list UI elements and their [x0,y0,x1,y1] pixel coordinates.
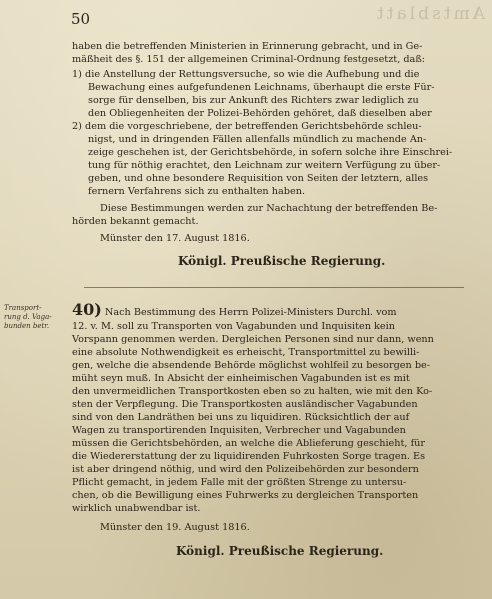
margin-note: rung d. Vaga- [4,313,52,321]
signature: Königl. Preußische Regierung. [178,254,386,268]
text-line: wirklich unabwendbar ist. [72,503,201,514]
date-line: Münster den 19. August 1816. [100,522,250,533]
text-line: Wagen zu transportirenden Inquisiten, Verbrecher und Vagabunden [72,425,406,436]
list-item-2: 2) dem die vorgeschriebene, der betreffenden Gerichtsbehörde schleu- [72,121,422,132]
text-line: tung für nöthig erachtet, den Leichnam zur weitern Verfügung zu über- [88,160,441,171]
text-line: den unvermeidlichen Transportkosten eben so zu halten, wie mit den Ko- [72,386,433,397]
margin-note: Transport- [4,304,42,312]
text-line: chen, ob die Bewilligung eines Fuhrwerks zu dergleichen Transporten [72,490,419,501]
margin-note: bunden betr. [4,322,50,330]
entry-number: 40) [72,300,102,319]
text-line: haben die betreffenden Ministerien in Erinnerung gebracht, und in Ge- [72,41,423,52]
signature: Königl. Preußische Regierung. [176,544,384,558]
text-line: hörden bekannt gemacht. [72,216,199,227]
text-line: sind von den Landräthen bei uns zu liquidiren. Rücksichtlich der auf [72,412,410,423]
text-line: eine absolute Nothwendigkeit es erheischt, Transportmittel zu bewilli- [72,347,420,358]
text-line: ist aber dringend nöthig, und wird den Polizeibehörden zur besondern [72,464,419,475]
text-line: mäßheit des §. 151 der allgemeinen Criminal-Ordnung festgesetzt, daß: [72,54,426,65]
text-line: 12. v. M. soll zu Transporten von Vagabunden und Inquisiten kein [72,321,395,332]
text-line: sten der Verpflegung. Die Transportkosten ausländischer Vagabunden [72,399,418,410]
text-line: Diese Bestimmungen werden zur Nachachtung der betreffenden Be- [100,203,438,214]
entry-heading [72,301,397,322]
bleed-through-text: Amtsblatt [373,4,485,24]
date-line: Münster den 17. August 1816. [100,233,250,244]
text-line: müssen die Gerichtsbehörden, an welche die Ablieferung geschieht, für [72,438,426,449]
list-item-1: 1) die Anstellung der Rettungsversuche, so wie die Aufhebung und die [72,69,420,80]
text-line: müht seyn muß. In Absicht der einheimischen Vagabunden ist es mit [72,373,410,384]
text-line: gen, welche die absendende Behörde möglichst wohlfeil zu besorgen be- [72,360,431,371]
text-line: nigst, und in dringenden Fällen allenfalls mündlich zu machende An- [88,134,427,145]
text-line: zeige geschehen ist, der Gerichtsbehörde, in sofern solche ihre Einschrei- [88,147,453,158]
text-line: Nach Bestimmung des Herrn Polizei-Ministers Durchl. vom [104,307,397,318]
text-line: geben, und ohne besondere Requisition von Seiten der letztern, alles [88,173,429,184]
text-line: fernern Verfahrens sich zu enthalten haben. [88,186,306,197]
text-line: Bewachung eines aufgefundenen Leichnams, überhaupt die erste Für- [88,82,435,93]
text-line: Vorspann genommen werden. Dergleichen Personen sind nur dann, wenn [72,334,434,345]
text-line: die Wiedererstattung der zu liquidirenden Fuhrkosten Sorge tragen. Es [72,451,426,462]
divider [84,287,464,288]
text-line: den Obliegenheiten der Polizei-Behörden gehöret, daß dieselben aber [88,108,432,119]
page-number: 50 [71,10,91,28]
text-line: sorge für denselben, bis zur Ankunft des Richters zwar lediglich zu [88,95,419,106]
text-line: Pflicht gemacht, in jedem Falle mit der größten Strenge zu untersu- [72,477,407,488]
